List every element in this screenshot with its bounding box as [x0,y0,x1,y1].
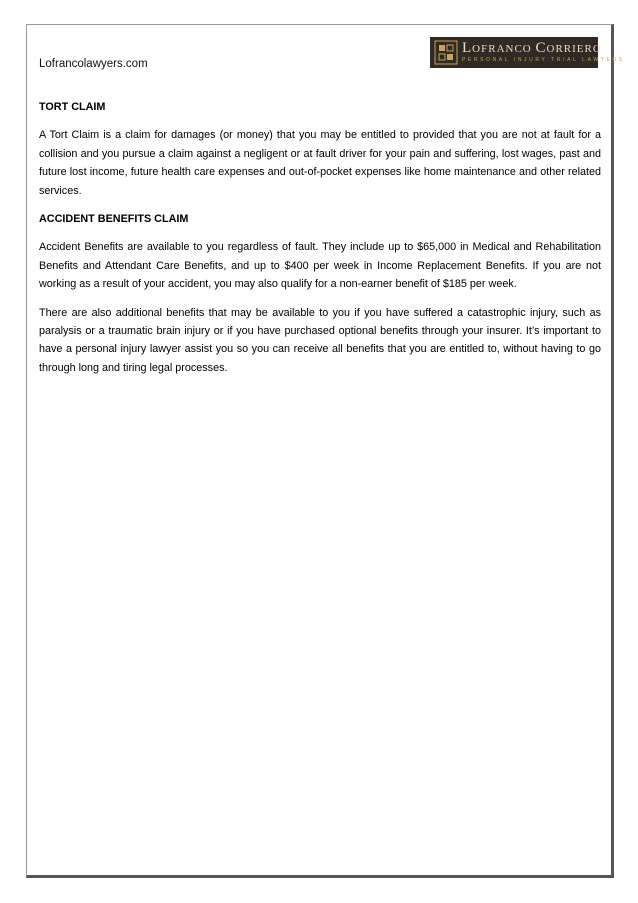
logo-initial-2: C [535,39,547,56]
paragraph-accident-benefits: Accident Benefits are available to you regardless of fault. They include up to $65,000 in Medical and Rehabilitation Benefits and Attendant Care Benefits, and up to $400 per week in Income Replacement Benefits. If you are not working as a result of your accident, you may also qualify for a non-earner benefit of $185 per week. [39,241,601,291]
logo-name-2: ORRIERO [546,42,602,55]
document-body [39,98,601,387]
paragraph-additional-benefits: There are also additional benefits that may be available to you if you have suffered a catastrophic injury, such as paralysis or a traumatic brain injury or if you have purchased optional benefits through your insurer. It’s important to have a personal injury lawyer assist you so you can receive all benefits that you are entitled to, without having to go through long and tiring legal processes. [39,306,601,374]
logo-firm-name [462,39,625,56]
logo-name-1: OFRANCO [472,42,532,55]
section-heading-accident-benefits: ACCIDENT BENEFITS CLAIM [39,213,189,226]
firm-logo [430,37,625,68]
paragraph-tort-claim: A Tort Claim is a claim for damages (or money) that you may be entitled to provided that you are not at fault for a collision and you pursue a claim against a negligent or at fault driver for your pain and suffering, lost wages, past and future lost income, future health care expenses and out-of-pocket expenses like home maintenance and other related services. [39,129,601,197]
section-heading-tort-claim: TORT CLAIM [39,101,106,113]
logo-mark-icon [430,37,460,68]
logo-initial-1: L [462,39,473,56]
site-url: Lofrancolawyers.com [39,58,148,70]
logo-tagline: PERSONAL INJURY TRIAL LAWYERS [462,56,625,63]
logo-text [460,39,625,64]
